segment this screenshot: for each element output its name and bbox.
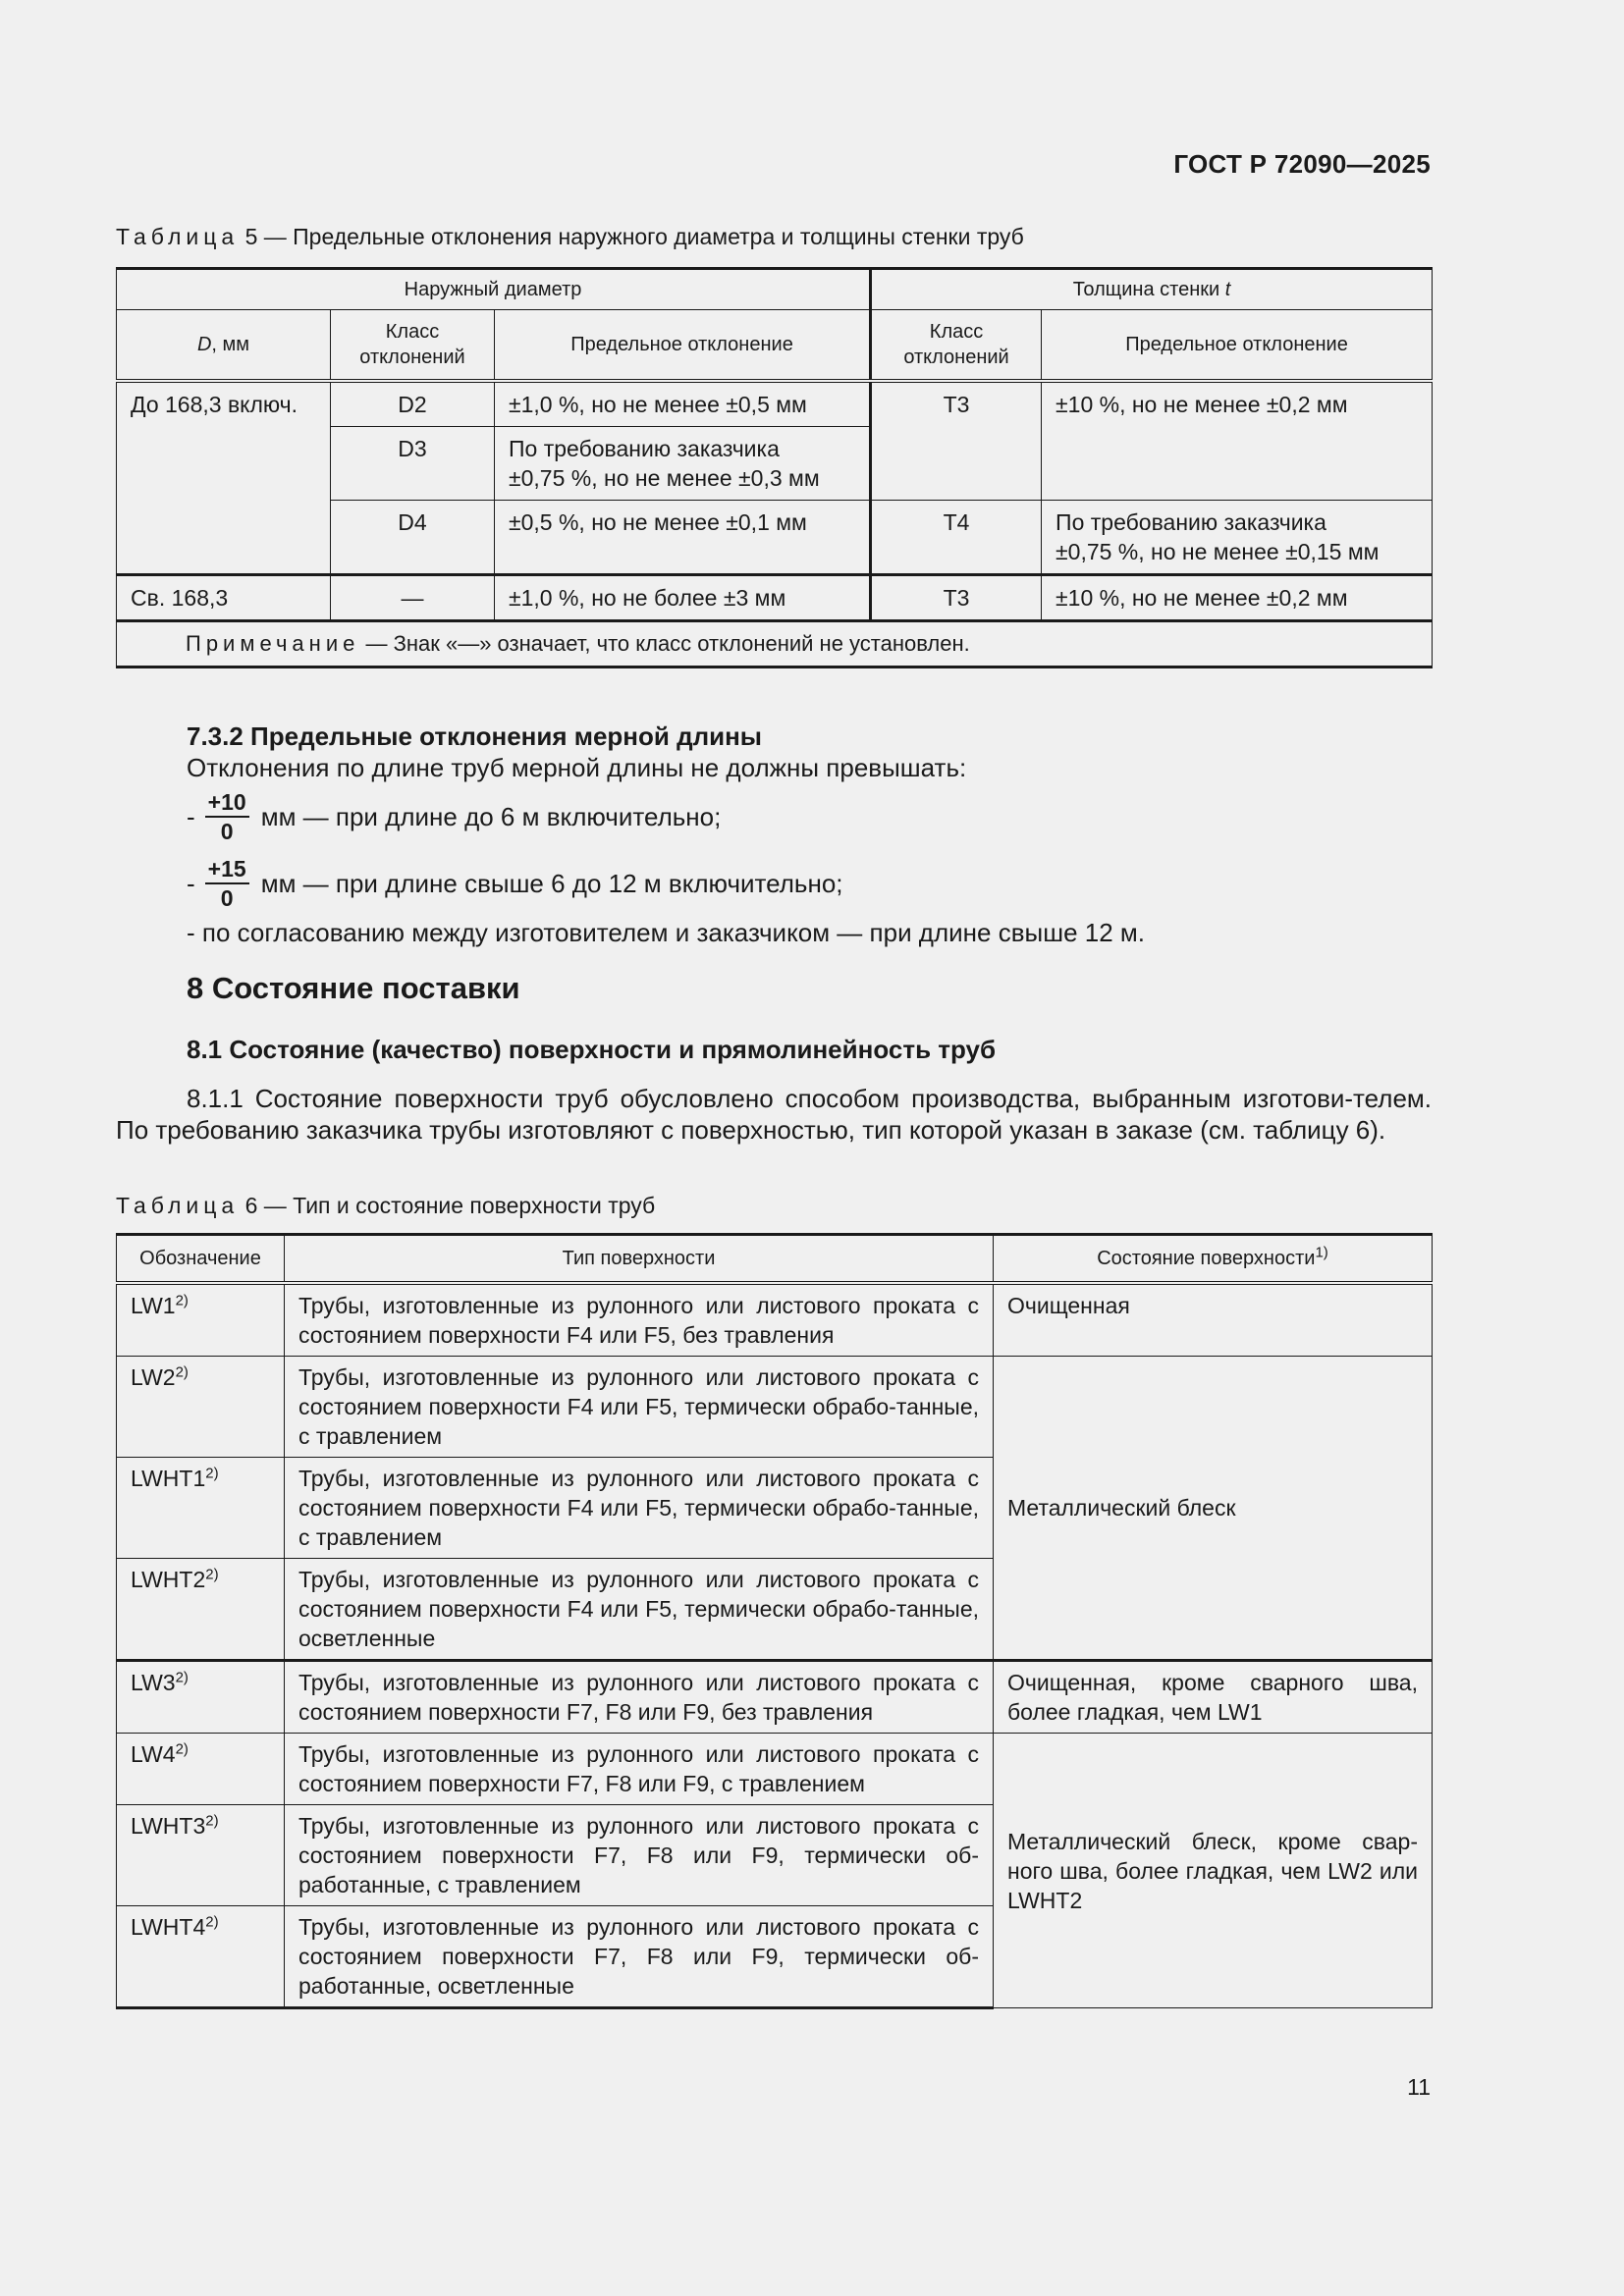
item1-tolerance-upper: +10	[205, 788, 249, 818]
table6-header-code: Обозначение	[117, 1235, 285, 1284]
table6-type-lw4: Трубы, изготовленные из рулонного или листового проката с состоянием поверхности F7, F8 или F9, с травлением	[285, 1734, 994, 1805]
footnote-marker-2: 2)	[175, 1669, 189, 1686]
table5-header-wall-text: Толщина стенки	[1072, 279, 1220, 300]
table6-state-cleaned: Очищенная	[994, 1283, 1433, 1357]
length-tolerance-item-3: - по согласованию между изготовителем и заказчиком — при длине свыше 12 м.	[187, 918, 1146, 947]
table5-caption	[116, 224, 1024, 250]
code-text: LWHT3	[131, 1813, 206, 1839]
table6-code-lwht4	[117, 1906, 285, 2008]
code-text: LW4	[131, 1741, 176, 1767]
table5-header-deviation-2: Предельное отклонение	[1042, 310, 1433, 382]
code-text: LW3	[131, 1670, 176, 1695]
item2-tolerance-upper: +15	[205, 855, 249, 884]
table5-header-class-2: Класс отклонений	[871, 310, 1042, 382]
item1-tolerance-lower: 0	[220, 819, 234, 844]
table6-state-metallic-luster-except-weld: Металлический блеск, кроме свар-ного шва, более гладкая, чем LW2 или LWHT2	[994, 1734, 1433, 2008]
code-text: LWHT1	[131, 1466, 206, 1491]
length-tolerance-item-2	[116, 850, 1432, 917]
table6-type-lwht4: Трубы, изготовленные из рулонного или листового проката с состоянием поверхности F7, F8 или F9, термически об-работанные, осветленные	[285, 1906, 994, 2008]
table6-code-lwht3	[117, 1805, 285, 1906]
code-text: LW2	[131, 1364, 176, 1390]
length-tolerance-item-1	[116, 783, 1432, 850]
table6-code-lw3	[117, 1661, 285, 1734]
item2-text: мм — при длине свыше 6 до 12 м включительно;	[260, 869, 843, 898]
footnote-marker-2: 2)	[175, 1740, 189, 1758]
footnote-marker-2: 2)	[205, 1465, 219, 1482]
footnote-marker-2: 2)	[205, 1812, 219, 1830]
footnote-marker-2: 2)	[205, 1566, 219, 1583]
table5-header-class-1: Класс отклонений	[331, 310, 495, 382]
item1-tolerance-fraction	[205, 788, 249, 845]
table5-header-deviation-1: Предельное отклонение	[495, 310, 871, 382]
table5-r3-wall-deviation	[1042, 501, 1433, 575]
table6-state-cleaned-except-weld: Очищенная, кроме сварного шва, более гладкая, чем LW1	[994, 1661, 1433, 1734]
table6-type-lw1: Трубы, изготовленные из рулонного или листового проката с состоянием поверхности F4 или F5, без травления	[285, 1283, 994, 1357]
table5-note-text: — Знак «—» означает, что класс отклонений не установлен.	[359, 631, 970, 656]
table5-note-word: Примечание	[186, 631, 360, 656]
table5-caption-text: 5 — Предельные отклонения наружного диаметра и толщины стенки труб	[244, 224, 1024, 249]
table6-type-lwht1: Трубы, изготовленные из рулонного или листового проката с состоянием поверхности F4 или F5, термически обрабо-танные, с травлением	[285, 1458, 994, 1559]
section-7-3-2-intro: Отклонения по длине труб мерной длины не должны превышать:	[187, 753, 967, 782]
table6-type-lw3: Трубы, изготовленные из рулонного или листового проката с состоянием поверхности F7, F8 или F9, без травления	[285, 1661, 994, 1734]
table6	[116, 1233, 1433, 2009]
table5-caption-word: Таблица	[116, 224, 240, 249]
table6-code-lw4	[117, 1734, 285, 1805]
table5-header-outer-diameter: Наружный диаметр	[117, 269, 871, 310]
table5-r3-deviation: ±0,5 %, но не менее ±0,1 мм	[495, 501, 871, 575]
table5-r3-class: D4	[331, 501, 495, 575]
table5-r2-class: D3	[331, 427, 495, 501]
table5-r1-diameter: До 168,3 включ.	[117, 381, 331, 575]
table6-header-type: Тип поверхности	[285, 1235, 994, 1284]
table5	[116, 267, 1433, 668]
table6-caption	[116, 1193, 655, 1219]
standard-number: ГОСТ Р 72090—2025	[1173, 149, 1431, 179]
table5-r4-wall-deviation: ±10 %, но не менее ±0,2 мм	[1042, 575, 1433, 621]
table5-r4-deviation: ±1,0 %, но не более ±3 мм	[495, 575, 871, 621]
table5-r2-deviation	[495, 427, 871, 501]
footnote-marker-2: 2)	[175, 1363, 189, 1381]
footnote-marker-2: 2)	[175, 1292, 189, 1309]
section-8	[116, 973, 1432, 1004]
item1-dash: -	[187, 802, 195, 831]
table5-header-wall-symbol: t	[1224, 279, 1231, 300]
section-8-1-title: 8.1 Состояние (качество) поверхности и прямолинейность труб	[187, 1035, 997, 1064]
code-text: LWHT2	[131, 1567, 206, 1592]
table5-header-wall-thickness	[871, 269, 1433, 310]
table5-header-d-symbol: D	[196, 334, 212, 355]
table5-r2-deviation-line1: По требованию заказчика	[509, 436, 780, 461]
section-8-1	[116, 1034, 1432, 1065]
section-7-3-2-title: 7.3.2 Предельные отклонения мерной длины	[187, 721, 763, 751]
table5-r1-wall-class: T3	[871, 381, 1042, 501]
table6-type-lw2: Трубы, изготовленные из рулонного или листового проката с состоянием поверхности F4 или F5, термически обрабо-танные, с травлением	[285, 1357, 994, 1458]
table6-caption-text: 6 — Тип и состояние поверхности труб	[244, 1193, 656, 1218]
table5-r3-wall-deviation-line1: По требованию заказчика	[1056, 509, 1326, 535]
footnote-marker-2: 2)	[205, 1913, 219, 1931]
table6-state-metallic-luster: Металлический блеск	[994, 1357, 1433, 1661]
table5-r4-diameter: Св. 168,3	[117, 575, 331, 621]
code-text: LWHT4	[131, 1914, 206, 1940]
item2-tolerance-lower: 0	[220, 885, 234, 911]
page-number: 11	[1407, 2074, 1431, 2100]
section-8-title: 8 Состояние поставки	[187, 971, 520, 1005]
table6-code-lwht1	[117, 1458, 285, 1559]
table6-header-state	[994, 1235, 1433, 1284]
table6-type-lwht2: Трубы, изготовленные из рулонного или листового проката с состоянием поверхности F4 или F5, термически обрабо-танные, осветленные	[285, 1559, 994, 1661]
section-7-3-2	[116, 721, 1432, 948]
table5-r1-class: D2	[331, 381, 495, 427]
table5-r3-wall-class: T4	[871, 501, 1042, 575]
table5-header-d	[117, 310, 331, 382]
table5-r1-deviation: ±1,0 %, но не менее ±0,5 мм	[495, 381, 871, 427]
table5-note	[117, 621, 1433, 667]
code-text: LW1	[131, 1293, 176, 1318]
table6-code-lw2	[117, 1357, 285, 1458]
table5-r1-wall-deviation: ±10 %, но не менее ±0,2 мм	[1042, 381, 1433, 501]
table6-code-lw1	[117, 1283, 285, 1357]
item2-dash: -	[187, 869, 195, 898]
table5-header-d-unit: , мм	[211, 334, 250, 355]
table6-header-state-text: Состояние поверхности	[1097, 1248, 1316, 1269]
table5-r4-class: —	[331, 575, 495, 621]
paragraph-8-1-1: 8.1.1 Состояние поверхности труб обусловлено способом производства, выбранным изготови-телем. По требованию заказчика трубы изготовляют с поверхностью, тип которой указан в заказе (см. таблицу 6).	[116, 1084, 1432, 1145]
table5-r2-deviation-line2: ±0,75 %, но не менее ±0,3 мм	[509, 465, 820, 491]
table6-type-lwht3: Трубы, изготовленные из рулонного или листового проката с состоянием поверхности F7, F8 или F9, термически об-работанные, с травлением	[285, 1805, 994, 1906]
item2-tolerance-fraction	[205, 855, 249, 912]
table6-caption-word: Таблица	[116, 1193, 240, 1218]
item1-text: мм — при длине до 6 м включительно;	[260, 802, 722, 831]
table5-r4-wall-class: T3	[871, 575, 1042, 621]
table6-code-lwht2	[117, 1559, 285, 1661]
table5-r3-wall-deviation-line2: ±0,75 %, но не менее ±0,15 мм	[1056, 539, 1380, 564]
footnote-marker-1: 1)	[1315, 1244, 1328, 1261]
